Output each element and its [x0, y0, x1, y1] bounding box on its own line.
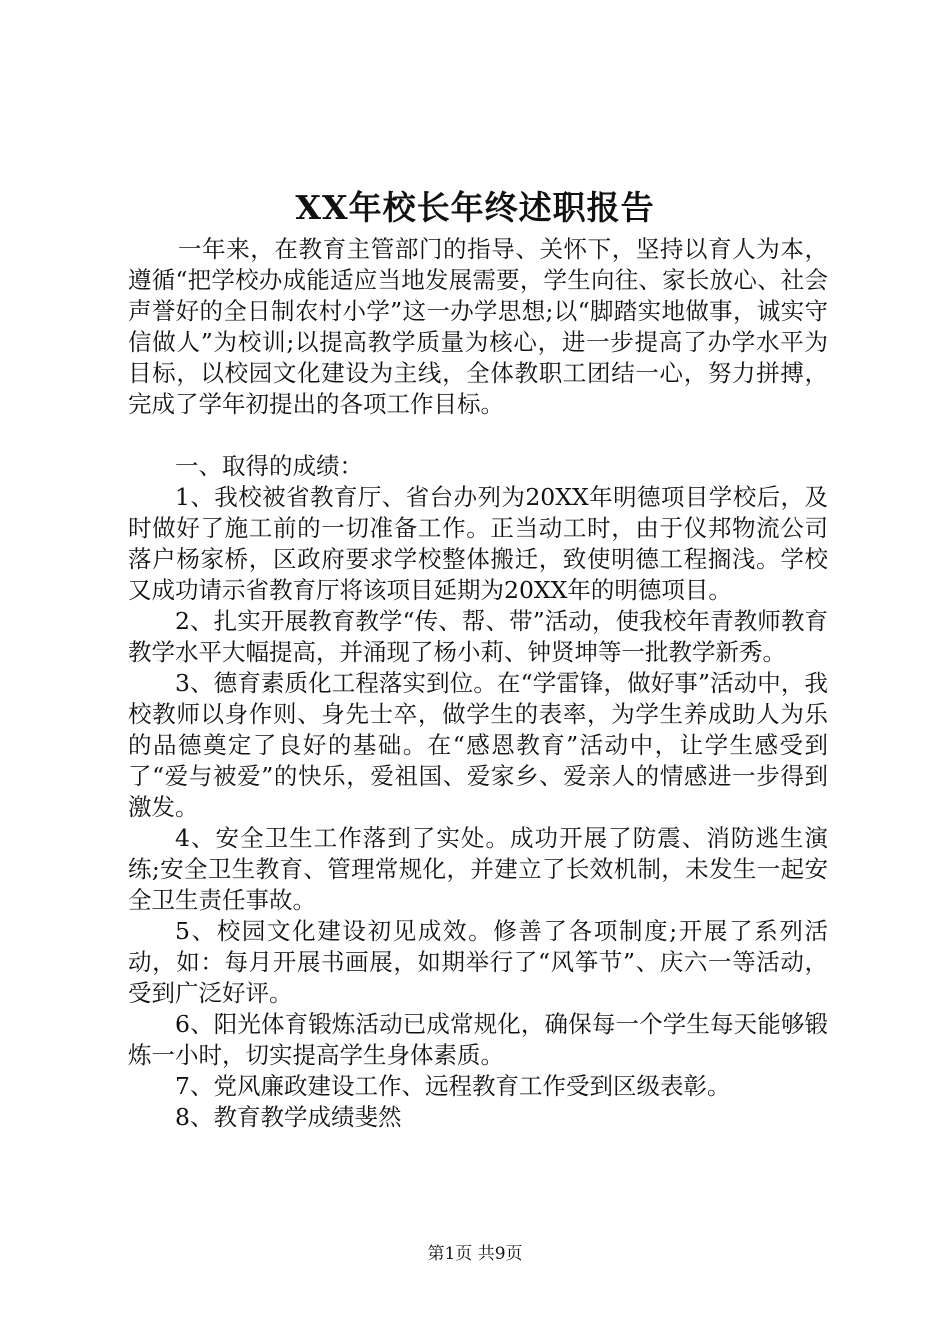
achievement-item-7: 7、党风廉政建设工作、远程教育工作受到区级表彰。: [175, 1072, 731, 1100]
paragraph-spacer: [128, 420, 828, 451]
intro-paragraph: 一年来，在教育主管部门的指导、关怀下，坚持以育人为本，遵循“把学校办成能适应当地发展需要，学生向往、家长放心、社会声誉好的全日制农村小学”这一办学思想;以“脚踏实地做事，诚实守信做人”为校训;以提高教学质量为核心，进一步提高了办学水平为目标，以校园文化建设为主线，全体教职工团结一心，努力拼搏，完成了学年初提出的各项工作目标。: [128, 235, 828, 418]
achievement-item-3: 3、德育素质化工程落实到位。在“学雷锋，做好事”活动中，我校教师以身作则、身先士卒，做学生的表率，为学生养成助人为乐的品德奠定了良好的基础。在“感恩教育”活动中，让学生感受到了“爱与被爱”的快乐，爱祖国、爱家乡、爱亲人的情感进一步得到激发。: [128, 669, 828, 821]
page-footer: 第1页 共9页: [427, 1244, 523, 1264]
page-title: XX年校长年终述职报告: [295, 188, 655, 227]
achievement-item-2: 2、扎实开展教育教学“传、帮、带”活动，使我校年青教师教育教学水平大幅提高，并涌现了杨小莉、钟贤坤等一批教学新秀。: [128, 607, 828, 666]
achievement-item-5: 5、校园文化建设初见成效。修善了各项制度;开展了系列活动，如：每月开展书画展，如期举行了“风筝节”、庆六一等活动，受到广泛好评。: [128, 917, 828, 1007]
document-body: [128, 234, 828, 1133]
achievement-item-1: 1、我校被省教育厅、省台办列为20XX年明德项目学校后，及时做好了施工前的一切准备工作。正当动工时，由于仪邦物流公司落户杨家桥，区政府要求学校整体搬迁，致使明德工程搁浅。学校又成功请示省教育厅将该项目延期为20XX年的明德项目。: [128, 483, 828, 604]
section-heading: 一、取得的成绩：: [175, 452, 363, 480]
achievement-item-6: 6、阳光体育锻炼活动已成常规化，确保每一个学生每天能够锻炼一小时，切实提高学生身体素质。: [128, 1010, 828, 1069]
achievement-item-8: 8、教育教学成绩斐然: [175, 1103, 402, 1131]
achievement-item-4: 4、安全卫生工作落到了实处。成功开展了防震、消防逃生演练;安全卫生教育、管理常规化，并建立了长效机制，未发生一起安全卫生责任事故。: [128, 824, 828, 914]
